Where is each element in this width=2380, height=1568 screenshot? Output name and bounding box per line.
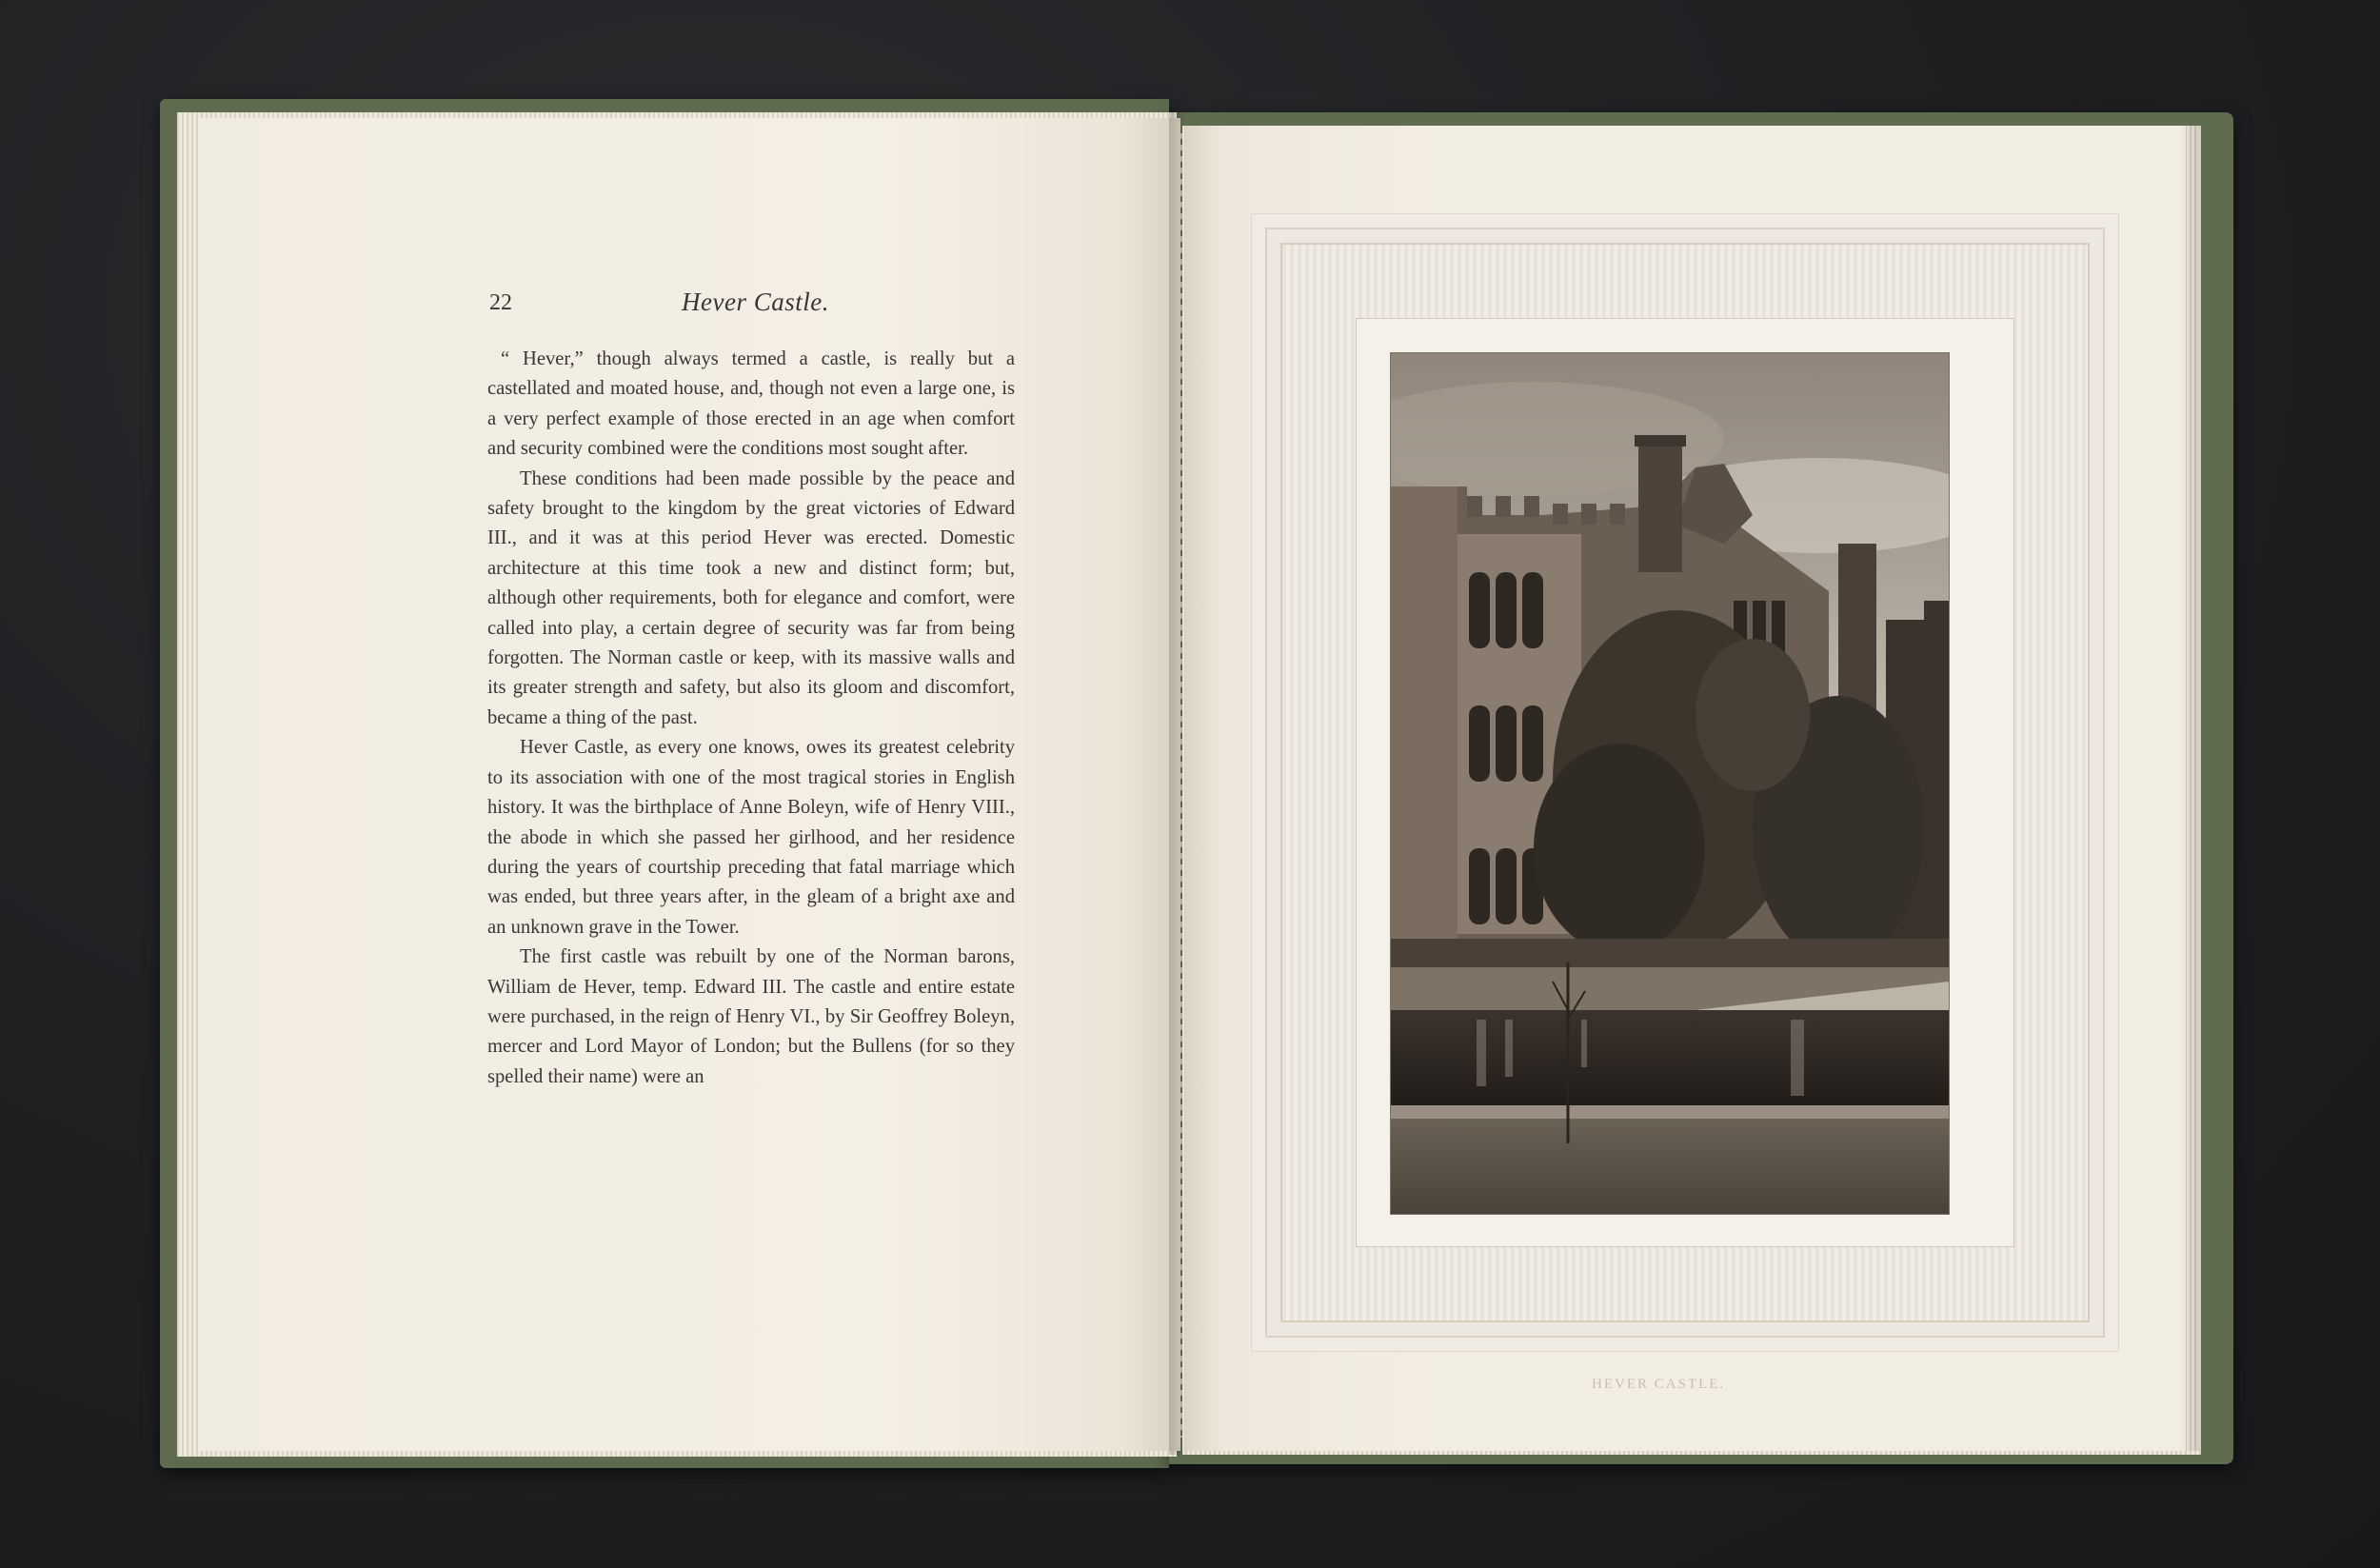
page-number: 22: [489, 290, 512, 315]
grass-bank: [1391, 1110, 1949, 1214]
binding-stitch: [1180, 133, 1182, 1438]
page-edge-shadow: [2180, 126, 2199, 1451]
paragraph-4: The first castle was rebuilt by one of the Norman barons, William de Hever, temp. Edward III. The castle and entire estate were purchased, in the reign of Henry VI., by Sir Geoffrey Boleyn, mercer and Lord Mayor of London; but the Bullens (for so they spelled their name) were an: [487, 946, 1015, 1087]
castle-photograph: [1390, 352, 1950, 1215]
paragraph-2: These conditions had been made possible by the peace and safety brought to the kingdom by the great victories of Edward III., and it was at this period Hever was erected. Domestic architecture at this time took a new and distinct form; but, although other requirements, both for elegance and comfort, were called into play, a certain degree of security was far from being forgotten. The Norman castle or keep, with its massive walls and its greater strength and safety, but also its gloom and discomfort, became a thing of the past.: [487, 467, 1015, 728]
plate-caption: HEVER CASTLE.: [1592, 1377, 1726, 1392]
paragraph-1: “ Hever,” though always termed a castle, is really but a castellated and moated house, and, though not even a large one, is a very perfect example of those erected in an age when comfort and security combined were the conditions most sought after.: [487, 348, 1015, 460]
chimney: [1638, 439, 1682, 572]
moat-water: [1391, 1010, 1949, 1115]
body-text: [487, 345, 1015, 1092]
book-gutter: [1169, 112, 1200, 1455]
paragraph-3: Hever Castle, as every one knows, owes its greatest celebrity to its association with one of the most tragical stories in English history. It was the birthplace of Anne Boleyn, wife of Henry VIII., the abode in which she passed her girlhood, and her residence during the years of courtship preceding that fatal marriage which was ended, but three years after, in the gleam of a bright axe and an unknown grave in the Tower.: [487, 737, 1015, 938]
running-head: Hever Castle.: [682, 288, 829, 316]
